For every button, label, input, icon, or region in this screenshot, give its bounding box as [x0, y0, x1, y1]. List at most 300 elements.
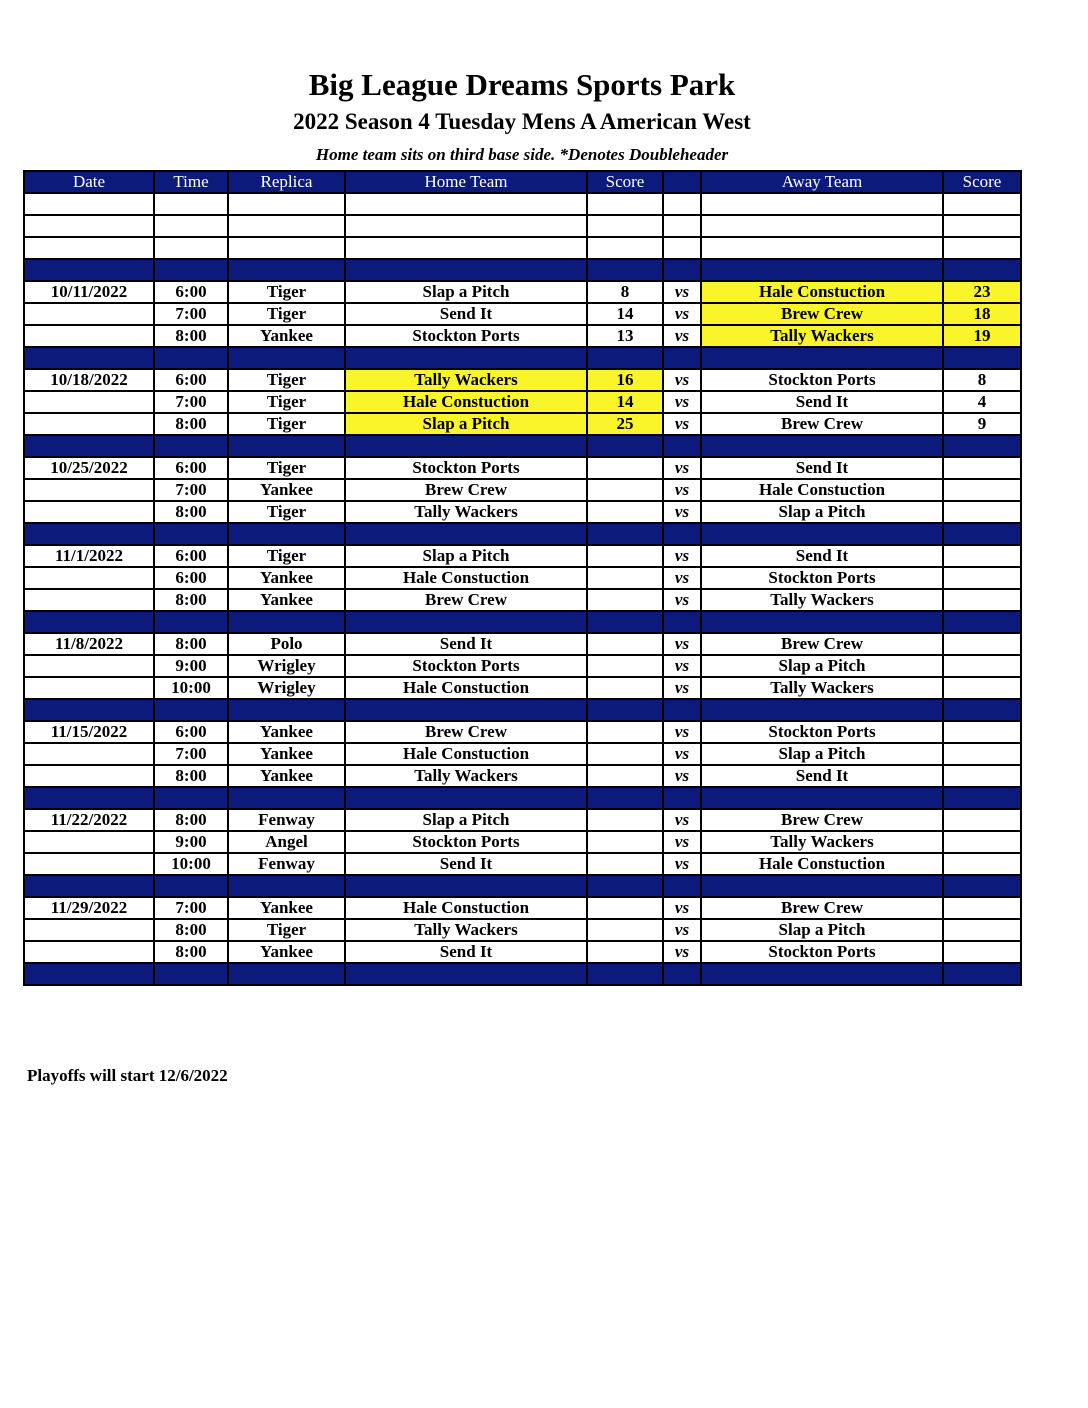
- game-time: 8:00: [154, 501, 228, 523]
- home-score: [587, 457, 663, 479]
- empty-cell: [943, 963, 1021, 985]
- away-team: Slap a Pitch: [701, 501, 943, 523]
- home-team: Brew Crew: [345, 589, 587, 611]
- game-row: [24, 853, 1021, 875]
- vs-label: vs: [663, 501, 701, 523]
- empty-cell: [228, 875, 345, 897]
- empty-cell: [701, 435, 943, 457]
- empty-cell: [587, 787, 663, 809]
- empty-cell: [663, 699, 701, 721]
- game-time: 8:00: [154, 413, 228, 435]
- away-team: Slap a Pitch: [701, 655, 943, 677]
- empty-cell: [228, 787, 345, 809]
- game-replica: Tiger: [228, 413, 345, 435]
- empty-cell: [345, 435, 587, 457]
- home-team: Hale Constuction: [345, 897, 587, 919]
- empty-cell: [587, 435, 663, 457]
- empty-cell: [228, 259, 345, 281]
- vs-label: vs: [663, 919, 701, 941]
- game-replica: Yankee: [228, 897, 345, 919]
- away-team: Tally Wackers: [701, 831, 943, 853]
- empty-cell: [24, 963, 154, 985]
- week-separator: [24, 699, 1021, 721]
- empty-cell: [345, 699, 587, 721]
- empty-cell: [663, 875, 701, 897]
- away-score: [943, 897, 1021, 919]
- home-score: 14: [587, 303, 663, 325]
- away-score: [943, 567, 1021, 589]
- game-replica: Yankee: [228, 721, 345, 743]
- game-time: 6:00: [154, 545, 228, 567]
- game-row: [24, 457, 1021, 479]
- blank-row: [24, 237, 1021, 259]
- away-team: Slap a Pitch: [701, 743, 943, 765]
- game-replica: Tiger: [228, 545, 345, 567]
- game-replica: Wrigley: [228, 655, 345, 677]
- game-date: [24, 325, 154, 347]
- home-score: [587, 853, 663, 875]
- game-row: [24, 633, 1021, 655]
- away-score: 4: [943, 391, 1021, 413]
- away-score: [943, 677, 1021, 699]
- empty-cell: [345, 523, 587, 545]
- empty-cell: [345, 193, 587, 215]
- vs-label: vs: [663, 765, 701, 787]
- vs-label: vs: [663, 369, 701, 391]
- away-team: Brew Crew: [701, 413, 943, 435]
- empty-cell: [24, 237, 154, 259]
- empty-cell: [663, 523, 701, 545]
- empty-cell: [701, 787, 943, 809]
- game-row: [24, 303, 1021, 325]
- away-score: [943, 919, 1021, 941]
- away-score: [943, 853, 1021, 875]
- game-replica: Tiger: [228, 457, 345, 479]
- game-time: 10:00: [154, 853, 228, 875]
- home-score: [587, 941, 663, 963]
- away-team: Tally Wackers: [701, 677, 943, 699]
- game-row: [24, 369, 1021, 391]
- game-time: 8:00: [154, 809, 228, 831]
- home-team: Hale Constuction: [345, 391, 587, 413]
- game-row: [24, 281, 1021, 303]
- game-row: [24, 919, 1021, 941]
- col-vs: [663, 171, 701, 193]
- game-replica: Tiger: [228, 391, 345, 413]
- home-team: Tally Wackers: [345, 919, 587, 941]
- away-team: Slap a Pitch: [701, 919, 943, 941]
- empty-cell: [228, 523, 345, 545]
- home-score: 14: [587, 391, 663, 413]
- game-replica: Fenway: [228, 853, 345, 875]
- game-replica: Wrigley: [228, 677, 345, 699]
- empty-cell: [587, 699, 663, 721]
- away-team: Brew Crew: [701, 633, 943, 655]
- home-score: [587, 501, 663, 523]
- empty-cell: [587, 347, 663, 369]
- away-score: [943, 721, 1021, 743]
- game-date: 10/25/2022: [24, 457, 154, 479]
- game-replica: Fenway: [228, 809, 345, 831]
- empty-cell: [154, 435, 228, 457]
- away-team: Hale Constuction: [701, 853, 943, 875]
- empty-cell: [228, 699, 345, 721]
- empty-cell: [701, 259, 943, 281]
- empty-cell: [587, 875, 663, 897]
- vs-label: vs: [663, 589, 701, 611]
- away-team: Stockton Ports: [701, 567, 943, 589]
- empty-cell: [228, 435, 345, 457]
- game-row: [24, 765, 1021, 787]
- blank-row: [24, 215, 1021, 237]
- game-date: 11/15/2022: [24, 721, 154, 743]
- game-row: [24, 897, 1021, 919]
- empty-cell: [154, 523, 228, 545]
- away-team: Hale Constuction: [701, 479, 943, 501]
- game-date: [24, 303, 154, 325]
- empty-cell: [587, 259, 663, 281]
- vs-label: vs: [663, 303, 701, 325]
- game-time: 9:00: [154, 831, 228, 853]
- empty-cell: [154, 875, 228, 897]
- game-time: 8:00: [154, 633, 228, 655]
- empty-cell: [345, 611, 587, 633]
- empty-cell: [24, 215, 154, 237]
- empty-cell: [943, 611, 1021, 633]
- col-home-score: Score: [587, 171, 663, 193]
- game-replica: Yankee: [228, 479, 345, 501]
- schedule-body: [24, 193, 1021, 985]
- home-team: Send It: [345, 941, 587, 963]
- home-team: Tally Wackers: [345, 369, 587, 391]
- game-date: [24, 831, 154, 853]
- empty-cell: [24, 699, 154, 721]
- game-row: [24, 677, 1021, 699]
- home-score: [587, 919, 663, 941]
- game-row: [24, 501, 1021, 523]
- empty-cell: [154, 963, 228, 985]
- game-time: 6:00: [154, 457, 228, 479]
- page-title: Big League Dreams Sports Park: [308, 67, 736, 102]
- empty-cell: [345, 963, 587, 985]
- away-score: 18: [943, 303, 1021, 325]
- game-replica: Tiger: [228, 281, 345, 303]
- game-date: [24, 677, 154, 699]
- game-date: [24, 567, 154, 589]
- game-row: [24, 479, 1021, 501]
- col-away-team: Away Team: [701, 171, 943, 193]
- game-date: 10/18/2022: [24, 369, 154, 391]
- game-date: [24, 479, 154, 501]
- empty-cell: [228, 215, 345, 237]
- vs-label: vs: [663, 457, 701, 479]
- home-score: [587, 479, 663, 501]
- game-replica: Tiger: [228, 919, 345, 941]
- game-row: [24, 325, 1021, 347]
- empty-cell: [701, 237, 943, 259]
- empty-cell: [701, 215, 943, 237]
- empty-cell: [943, 193, 1021, 215]
- empty-cell: [24, 611, 154, 633]
- home-team: Slap a Pitch: [345, 545, 587, 567]
- game-row: [24, 831, 1021, 853]
- vs-label: vs: [663, 545, 701, 567]
- game-row: [24, 655, 1021, 677]
- home-score: 16: [587, 369, 663, 391]
- game-replica: Polo: [228, 633, 345, 655]
- empty-cell: [663, 787, 701, 809]
- vs-label: vs: [663, 281, 701, 303]
- empty-cell: [228, 237, 345, 259]
- away-score: 9: [943, 413, 1021, 435]
- playoffs-note: Playoffs will start 12/6/2022: [27, 1066, 228, 1085]
- game-time: 10:00: [154, 677, 228, 699]
- vs-label: vs: [663, 655, 701, 677]
- week-separator: [24, 787, 1021, 809]
- away-score: [943, 655, 1021, 677]
- vs-label: vs: [663, 743, 701, 765]
- game-replica: Tiger: [228, 303, 345, 325]
- vs-label: vs: [663, 809, 701, 831]
- game-date: [24, 941, 154, 963]
- empty-cell: [24, 523, 154, 545]
- away-score: [943, 479, 1021, 501]
- empty-cell: [228, 347, 345, 369]
- empty-cell: [228, 611, 345, 633]
- empty-cell: [154, 193, 228, 215]
- game-time: 7:00: [154, 897, 228, 919]
- empty-cell: [587, 523, 663, 545]
- vs-label: vs: [663, 897, 701, 919]
- away-team: Brew Crew: [701, 809, 943, 831]
- game-time: 7:00: [154, 303, 228, 325]
- away-team: Send It: [701, 545, 943, 567]
- empty-cell: [943, 237, 1021, 259]
- game-row: [24, 545, 1021, 567]
- empty-cell: [587, 215, 663, 237]
- game-row: [24, 413, 1021, 435]
- away-score: [943, 589, 1021, 611]
- home-score: [587, 721, 663, 743]
- home-score: [587, 831, 663, 853]
- game-replica: Angel: [228, 831, 345, 853]
- away-score: [943, 633, 1021, 655]
- home-score: [587, 545, 663, 567]
- empty-cell: [24, 875, 154, 897]
- away-score: [943, 501, 1021, 523]
- game-date: [24, 919, 154, 941]
- home-team: Send It: [345, 853, 587, 875]
- game-row: [24, 391, 1021, 413]
- away-team: Send It: [701, 457, 943, 479]
- vs-label: vs: [663, 479, 701, 501]
- away-team: Brew Crew: [701, 303, 943, 325]
- empty-cell: [701, 193, 943, 215]
- home-score: [587, 677, 663, 699]
- away-score: [943, 765, 1021, 787]
- league-subtitle: 2022 Season 4 Tuesday Mens A American West: [293, 109, 751, 134]
- game-date: [24, 501, 154, 523]
- game-time: 7:00: [154, 743, 228, 765]
- empty-cell: [943, 787, 1021, 809]
- vs-label: vs: [663, 831, 701, 853]
- week-separator: [24, 963, 1021, 985]
- col-replica: Replica: [228, 171, 345, 193]
- empty-cell: [154, 215, 228, 237]
- away-team: Hale Constuction: [701, 281, 943, 303]
- game-time: 8:00: [154, 919, 228, 941]
- empty-cell: [345, 875, 587, 897]
- empty-cell: [701, 523, 943, 545]
- home-team: Send It: [345, 633, 587, 655]
- vs-label: vs: [663, 325, 701, 347]
- home-score: 8: [587, 281, 663, 303]
- game-date: 11/29/2022: [24, 897, 154, 919]
- away-score: [943, 831, 1021, 853]
- game-date: [24, 853, 154, 875]
- empty-cell: [345, 347, 587, 369]
- game-date: 11/8/2022: [24, 633, 154, 655]
- away-score: [943, 941, 1021, 963]
- game-replica: Yankee: [228, 325, 345, 347]
- empty-cell: [587, 611, 663, 633]
- empty-cell: [587, 963, 663, 985]
- game-time: 8:00: [154, 941, 228, 963]
- game-date: 11/22/2022: [24, 809, 154, 831]
- game-row: [24, 721, 1021, 743]
- schedule-table: [23, 170, 1022, 986]
- home-team: Tally Wackers: [345, 501, 587, 523]
- home-score: 13: [587, 325, 663, 347]
- game-time: 8:00: [154, 325, 228, 347]
- game-date: [24, 743, 154, 765]
- col-time: Time: [154, 171, 228, 193]
- game-replica: Tiger: [228, 501, 345, 523]
- game-time: 6:00: [154, 567, 228, 589]
- empty-cell: [701, 875, 943, 897]
- game-date: 11/1/2022: [24, 545, 154, 567]
- empty-cell: [943, 875, 1021, 897]
- vs-label: vs: [663, 391, 701, 413]
- vs-label: vs: [663, 567, 701, 589]
- away-score: [943, 545, 1021, 567]
- game-replica: Yankee: [228, 743, 345, 765]
- game-time: 7:00: [154, 479, 228, 501]
- empty-cell: [701, 963, 943, 985]
- col-home-team: Home Team: [345, 171, 587, 193]
- home-score: [587, 567, 663, 589]
- game-row: [24, 743, 1021, 765]
- away-score: 19: [943, 325, 1021, 347]
- empty-cell: [663, 215, 701, 237]
- vs-label: vs: [663, 677, 701, 699]
- week-separator: [24, 347, 1021, 369]
- game-time: 8:00: [154, 765, 228, 787]
- home-team: Slap a Pitch: [345, 413, 587, 435]
- home-team: Stockton Ports: [345, 325, 587, 347]
- empty-cell: [663, 435, 701, 457]
- away-team: Send It: [701, 391, 943, 413]
- empty-cell: [154, 237, 228, 259]
- away-team: Tally Wackers: [701, 589, 943, 611]
- empty-cell: [154, 347, 228, 369]
- empty-cell: [24, 787, 154, 809]
- blank-row: [24, 193, 1021, 215]
- game-time: 9:00: [154, 655, 228, 677]
- empty-cell: [701, 347, 943, 369]
- home-team: Hale Constuction: [345, 743, 587, 765]
- game-replica: Yankee: [228, 589, 345, 611]
- week-separator: [24, 611, 1021, 633]
- empty-cell: [701, 611, 943, 633]
- away-team: Tally Wackers: [701, 325, 943, 347]
- home-team: Slap a Pitch: [345, 809, 587, 831]
- home-team: Send It: [345, 303, 587, 325]
- away-team: Stockton Ports: [701, 721, 943, 743]
- empty-cell: [24, 193, 154, 215]
- header-row: [24, 171, 1021, 193]
- game-date: [24, 765, 154, 787]
- game-row: [24, 809, 1021, 831]
- empty-cell: [943, 347, 1021, 369]
- empty-cell: [663, 237, 701, 259]
- empty-cell: [154, 699, 228, 721]
- home-team: Stockton Ports: [345, 655, 587, 677]
- game-time: 6:00: [154, 369, 228, 391]
- home-team: Hale Constuction: [345, 677, 587, 699]
- empty-cell: [663, 963, 701, 985]
- away-team: Stockton Ports: [701, 941, 943, 963]
- game-replica: Yankee: [228, 941, 345, 963]
- empty-cell: [943, 523, 1021, 545]
- home-score: 25: [587, 413, 663, 435]
- away-score: [943, 457, 1021, 479]
- game-date: [24, 655, 154, 677]
- empty-cell: [345, 259, 587, 281]
- vs-label: vs: [663, 721, 701, 743]
- empty-cell: [24, 347, 154, 369]
- empty-cell: [154, 611, 228, 633]
- empty-cell: [943, 435, 1021, 457]
- away-team: Stockton Ports: [701, 369, 943, 391]
- game-time: 6:00: [154, 721, 228, 743]
- home-team: Hale Constuction: [345, 567, 587, 589]
- home-team-note: Home team sits on third base side. *Denotes Doubleheader: [315, 145, 729, 164]
- away-score: 23: [943, 281, 1021, 303]
- col-date: Date: [24, 171, 154, 193]
- away-score: 8: [943, 369, 1021, 391]
- empty-cell: [701, 699, 943, 721]
- vs-label: vs: [663, 941, 701, 963]
- game-replica: Tiger: [228, 369, 345, 391]
- week-separator: [24, 523, 1021, 545]
- home-score: [587, 589, 663, 611]
- empty-cell: [24, 259, 154, 281]
- away-team: Brew Crew: [701, 897, 943, 919]
- home-score: [587, 633, 663, 655]
- home-team: Slap a Pitch: [345, 281, 587, 303]
- game-row: [24, 567, 1021, 589]
- home-score: [587, 743, 663, 765]
- game-replica: Yankee: [228, 567, 345, 589]
- empty-cell: [24, 435, 154, 457]
- home-team: Tally Wackers: [345, 765, 587, 787]
- home-team: Stockton Ports: [345, 457, 587, 479]
- game-date: [24, 589, 154, 611]
- vs-label: vs: [663, 853, 701, 875]
- game-row: [24, 941, 1021, 963]
- empty-cell: [663, 193, 701, 215]
